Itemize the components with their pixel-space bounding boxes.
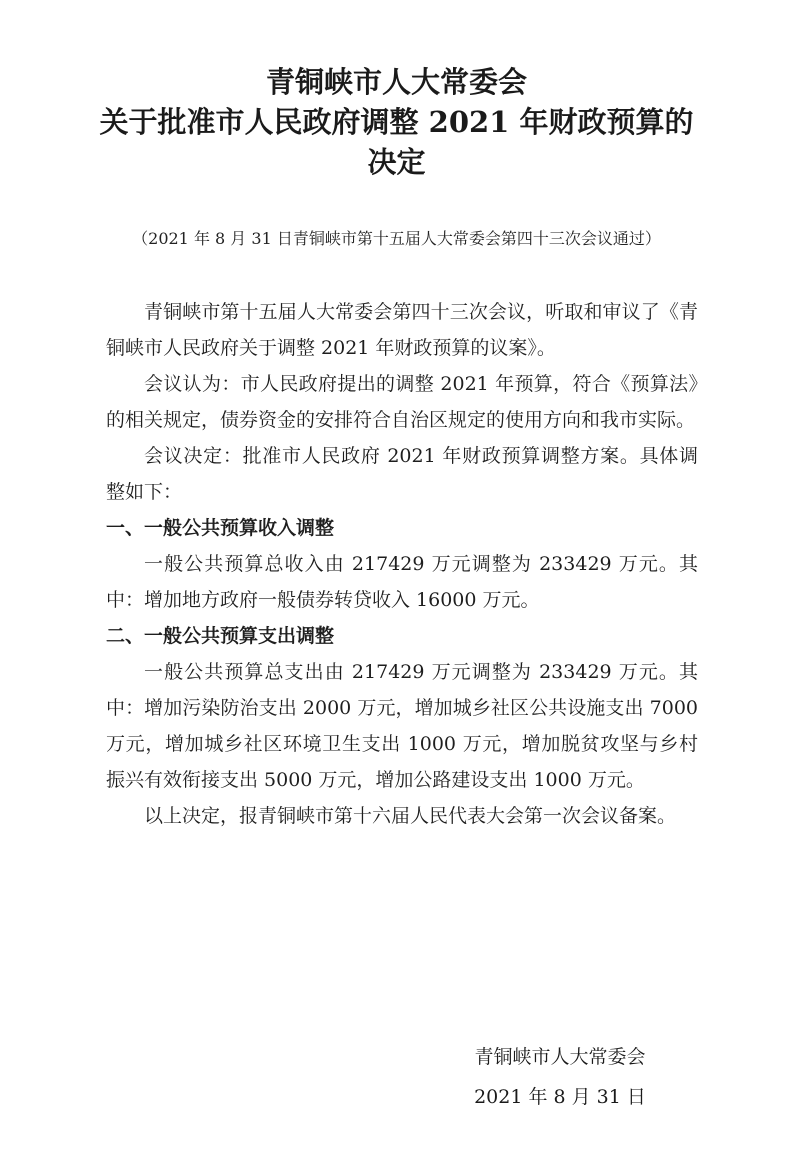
adoption-note: （2021 年 8 月 31 日青铜峡市第十五届人大常委会第四十三次会议通过） bbox=[132, 229, 661, 248]
section-heading-expenditure: 二、一般公共预算支出调整 bbox=[106, 625, 335, 647]
signature-organization: 青铜峡市人大常委会 bbox=[474, 1046, 646, 1068]
title-line-2: 关于批准市人民政府调整 2021 年财政预算的 bbox=[99, 105, 694, 139]
section-heading-revenue: 一、一般公共预算收入调整 bbox=[106, 517, 335, 539]
signature-block bbox=[440, 1037, 680, 1117]
paragraph-decision: 会议决定：批准市人民政府 2021 年财政预算调整方案。具体调整如下： bbox=[106, 445, 698, 503]
paragraph-expenditure: 一般公共预算总支出由 217429 万元调整为 233429 万元。其中：增加污染防治支出 2000 万元，增加城乡社区公共设施支出 7000 万元，增加城乡社区环境卫生支出 1000 万元，增加脱贫攻坚与乡村振兴有效衔接支出 5000 万元，增加公路建设支出 1000 万元。 bbox=[106, 661, 698, 791]
title-line-3: 决定 bbox=[367, 145, 426, 179]
paragraph-meeting: 青铜峡市第十五届人大常委会第四十三次会议，听取和审议了《青铜峡市人民政府关于调整 2021 年财政预算的议案》。 bbox=[106, 301, 698, 359]
paragraph-filing: 以上决定，报青铜峡市第十六届人民代表大会第一次会议备案。 bbox=[144, 805, 677, 827]
title-line-1: 青铜峡市人大常委会 bbox=[265, 65, 527, 99]
document-body bbox=[106, 294, 698, 834]
paragraph-opinion: 会议认为：市人民政府提出的调整 2021 年预算，符合《预算法》的相关规定，债券资金的安排符合自治区规定的使用方向和我市实际。 bbox=[106, 373, 698, 431]
signature-date: 2021 年 8 月 31 日 bbox=[474, 1086, 646, 1108]
paragraph-revenue: 一般公共预算总收入由 217429 万元调整为 233429 万元。其中：增加地方政府一般债券转贷收入 16000 万元。 bbox=[106, 553, 698, 611]
document-title bbox=[60, 62, 733, 182]
